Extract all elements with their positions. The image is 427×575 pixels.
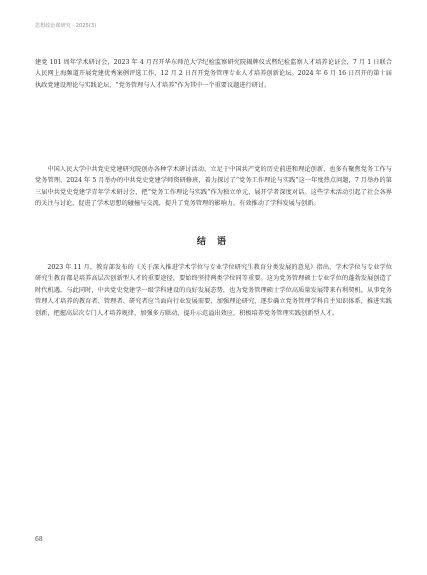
paragraph-continued: 建党 101 周年学术研讨会，2023 年 4 月召开华东师范大学纪检监察研究院揭牌仪式暨纪检监察人才培养论证会，7 月 1 日联合人民网上海频道开展党建优秀案例评选工作，12 月 2 日召开党务管理专业人才培养创新论坛。2024 年 6 月 16 日召开的第十届执政党建设理论与实践论坛，“党务管理与人才培养”作为其中一个重要议题进行研讨。 — [35, 59, 392, 89]
body-text-block-3 — [35, 262, 392, 319]
body-text-block-1 — [35, 57, 392, 91]
section-heading-conclusion: 结 语 — [196, 237, 231, 247]
paragraph-renmin-university: 中国人民大学中共党史党建研究院创办各种学术研讨活动，立足于中国共产党的历史前进和理论创新，也多有聚焦党务工作与党务管理。2024 年 5 月举办的中共党史党建学师资研修班，着力探讨了“党务工作理论与实践”这一年度热点问题，7 月举办的第三届中共党史党建学青年学术研讨会，把“党务工作理论与实践”作为独立单元，展开学者深度对话。这些学术活动引起了社会各界的关注与讨论，促进了学术思想的碰撞与交流，提升了党务管理的影响力，有效推动了学科发展与创新。 — [35, 166, 392, 208]
page-number: 68 — [35, 536, 43, 543]
body-text-block-2 — [35, 164, 392, 210]
running-header: 思想政治课研究 · 2025(3) — [35, 23, 97, 29]
paragraph-conclusion: 2023 年 11 月，教育部发布的《关于深入推进学术学位与专业学位研究生教育分类发展的意见》指出，学术学位与专业学位研究生教育都是培养高层次创新型人才的重要途径，要始终坚持两类学位同等重要。这为党务管理硕士专业学位的蓬勃发展创造了时代机遇。与此同时，中共党史党建学一级学科建设的良好发展态势，也为党务管理硕士学位高质量发展带来有利契机。从事党务管理人才培养的教育者、管理者、研究者应当面向行业发展需要，加强理论研究，逐步确立党务管理学科自主知识体系，推进实践创新，把握高层次专门人才培养规律，加强多方联动，提升示范溢出效应，积极培养党务管理实践创新型人才。 — [35, 264, 392, 317]
